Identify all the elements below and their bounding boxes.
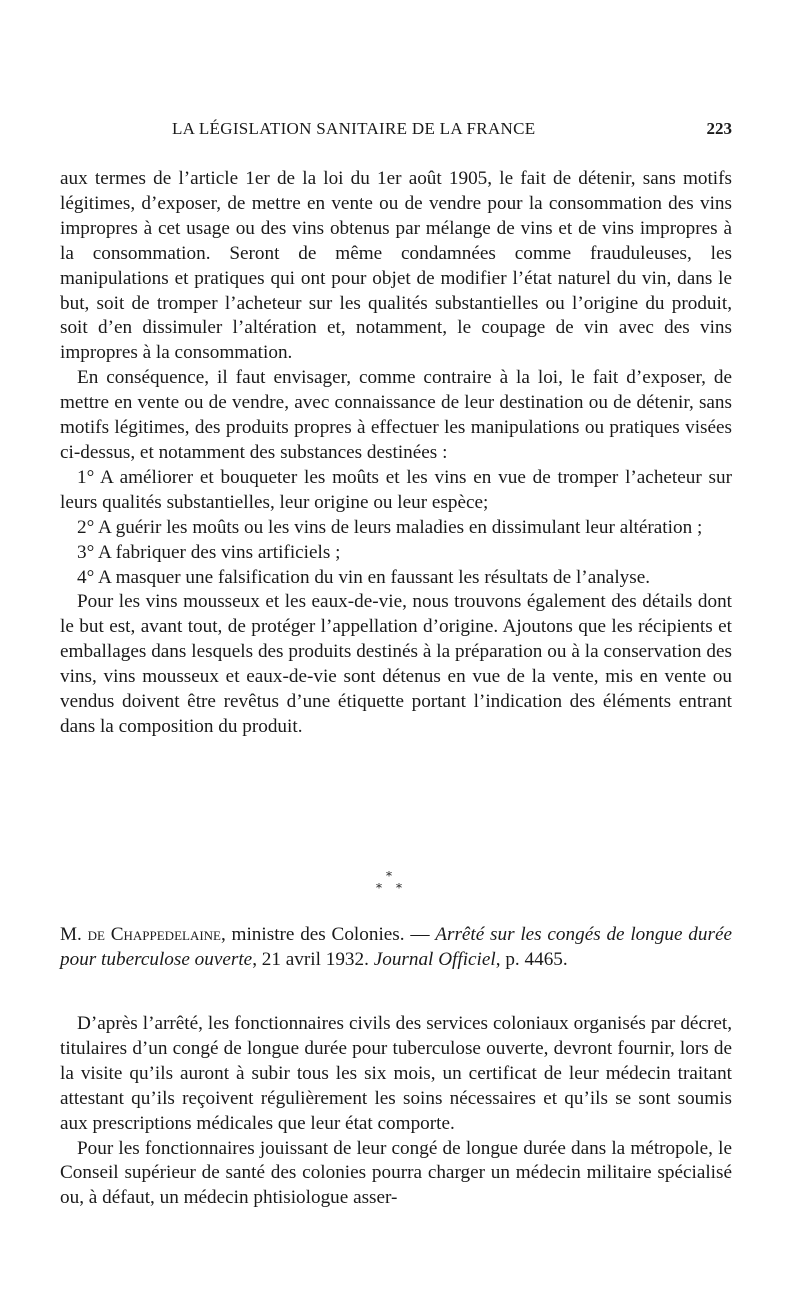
paragraph-sparkling-wines: Pour les vins mousseux et les eaux-de-vie, nous trouvons également des détails dont le but est, avant tout, de protéger l’appellation d’origine. Ajoutons que les récipients et emballages dans lesquels des produits destinés à la préparation ou à la conservation des vins, vins mousseux et eaux-de-vie sont détenus en vue de la vente, mis en vente ou vendus doivent être revêtus d’une étiquette portant l’indication des éléments entrant dans la composition du produit.: [60, 591, 732, 737]
entry-author: M. de Chappedelaine: [60, 924, 221, 945]
entry-journal: Journal Officiel: [373, 949, 496, 970]
entry-page-ref: , p. 4465.: [495, 949, 568, 970]
paragraph-decree-summary: D’après l’arrêté, les fonctionnaires civils des services coloniaux organisés par décret, titulaires d’un congé de longue durée pour tuberculose ouverte, devront fournir, lors de la visite qu’ils auront à subir tous les six mois, un certificat de leur médecin traitant attestant qu’ils reçoivent régulièrement les soins nécessaires et qu’ils se sont soumis aux prescriptions médicales que leur état comporte.: [60, 1013, 732, 1134]
separator-star: *: [396, 881, 402, 895]
separator-star: *: [386, 869, 392, 883]
section-separator: [366, 870, 416, 900]
list-item-3: 3° A fabriquer des vins artificiels ;: [77, 541, 341, 563]
section-tuberculosis-leave: [60, 1012, 732, 1211]
running-head: [60, 119, 732, 143]
page-number: 223: [706, 119, 732, 138]
entry-date: , 21 avril 1932.: [252, 949, 374, 970]
entry-heading: [60, 922, 732, 972]
entry-title: Arrêté sur les congés de longue durée pour tuberculose ouverte: [60, 924, 732, 970]
paragraph-metropole: Pour les fonctionnaires jouissant de leur congé de longue durée dans la métropole, le Conseil supérieur de santé des colonies pourra charger un médecin militaire spécialisé ou, à défaut, un médecin phtisiologue asser-: [60, 1137, 732, 1209]
list-item-2: 2° A guérir les moûts ou les vins de leurs maladies en dissimulant leur altération ;: [77, 516, 703, 538]
list-item-4: 4° A masquer une falsification du vin en faussant les résultats de l’analyse.: [77, 566, 651, 588]
paragraph-continuation: aux termes de l’article 1er de la loi du 1er août 1905, le fait de détenir, sans motifs légitimes, d’exposer, de mettre en vente ou de vendre pour la consommation des vins impropres à cet usage ou des vins obtenus par mélange de vins et de vins impropres à la consommation. Seront de même condamnées comme frauduleuses, les manipulations et pratiques qui ont pour objet de modifier l’état naturel du vin, dans le but, soit de tromper l’acheteur sur les qualités substantielles ou l’origine du produit, soit d’en dissimuler l’altération et, notamment, le coupage de vin avec des vins impropres à la consommation.: [60, 168, 732, 364]
separator-star: *: [376, 881, 382, 895]
list-item-1: 1° A améliorer et bouqueter les moûts et les vins en vue de tromper l’acheteur sur leurs qualités substantielles, leur origine ou leur espèce;: [60, 466, 732, 513]
entry-author-role: , ministre des Colonies. —: [221, 924, 436, 945]
running-title: LA LÉGISLATION SANITAIRE DE LA FRANCE: [172, 119, 536, 138]
section-wine-legislation: [60, 167, 732, 740]
paragraph-consequence: En conséquence, il faut envisager, comme contraire à la loi, le fait d’exposer, de mettre en vente ou de vendre, avec connaissance de leur destination ou de détenir, sans motifs légitimes, des produits propres à effectuer les manipulations ou pratiques visées ci-dessus, et notamment des substances destinées :: [60, 367, 732, 463]
